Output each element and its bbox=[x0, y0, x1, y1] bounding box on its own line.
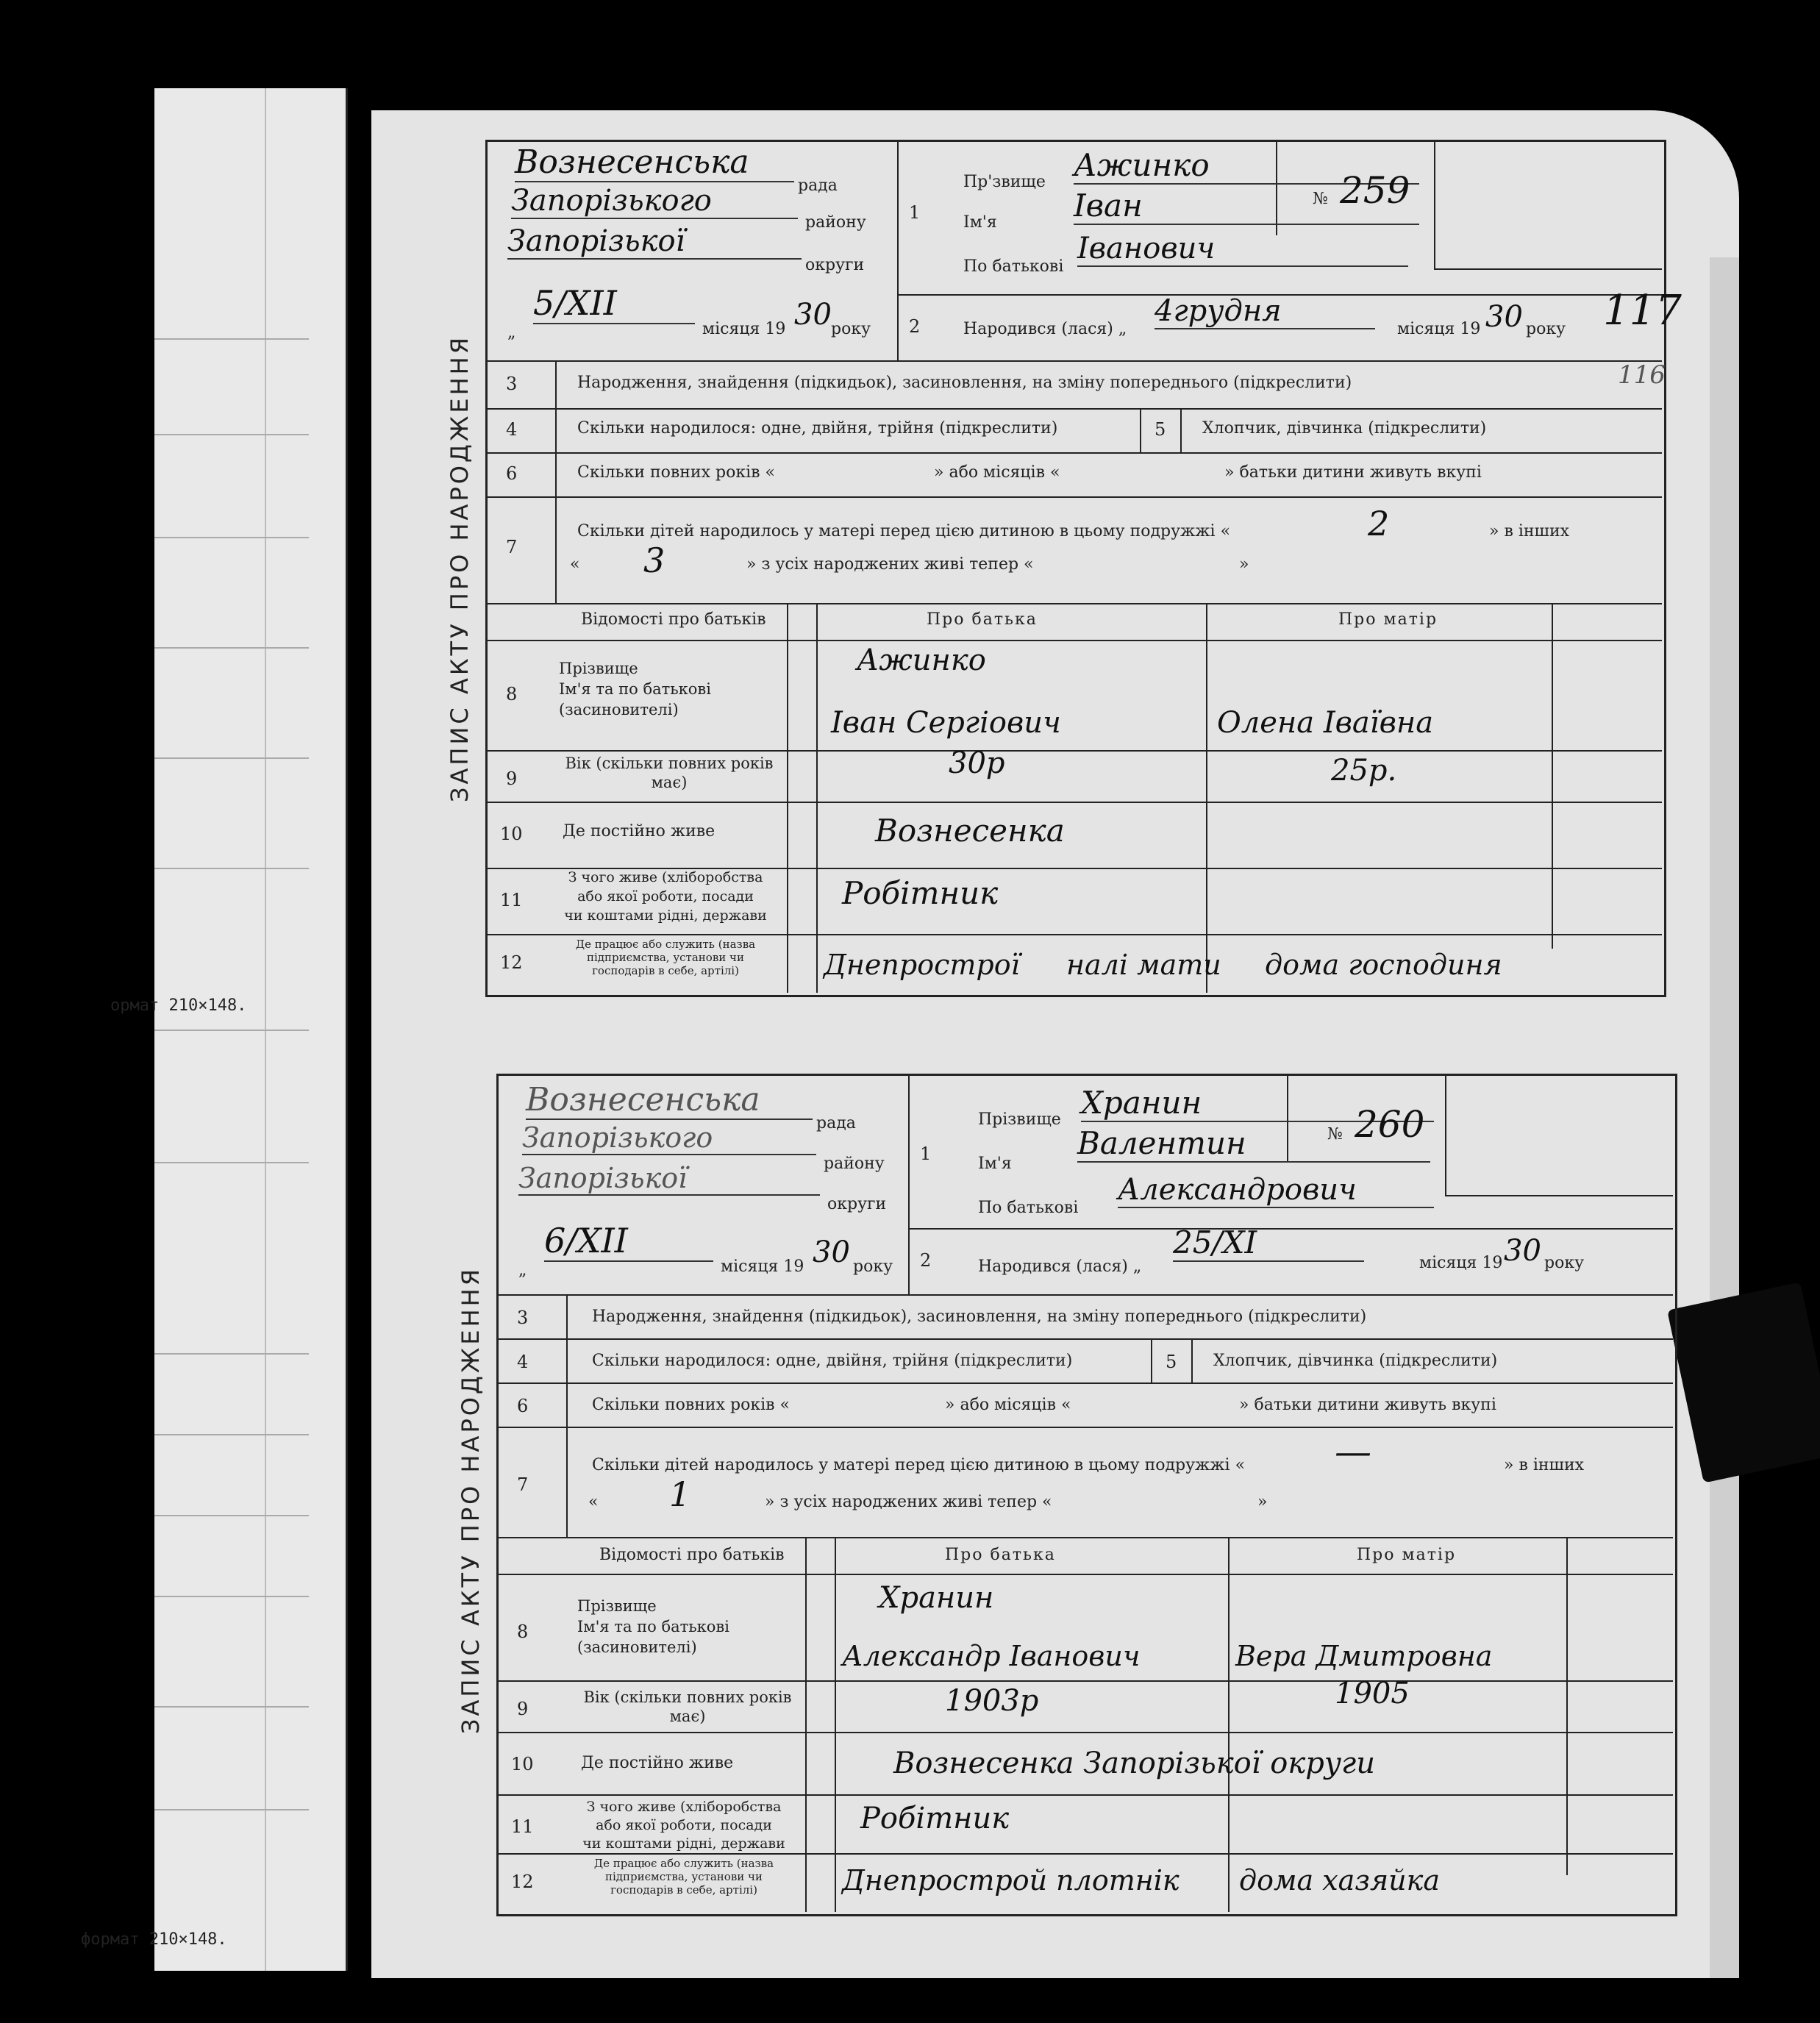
left-rule bbox=[154, 1030, 309, 1031]
grid-line bbox=[496, 1794, 1673, 1796]
grid-line bbox=[1140, 408, 1141, 452]
grid-line bbox=[1445, 1074, 1446, 1195]
grid-line bbox=[1434, 140, 1435, 268]
grid-line bbox=[496, 1427, 1673, 1428]
row7-quote: « bbox=[588, 1493, 599, 1511]
children-other: 3 bbox=[643, 540, 665, 580]
row-number: 6 bbox=[517, 1396, 529, 1416]
name-label: Ім'я bbox=[963, 213, 997, 232]
number-label: № bbox=[1327, 1125, 1343, 1143]
child-patronymic: Александрович bbox=[1118, 1173, 1434, 1208]
mother-name: Вера Дмитровна bbox=[1235, 1640, 1493, 1672]
row-number: 3 bbox=[517, 1307, 529, 1328]
row-number: 11 bbox=[511, 1816, 534, 1837]
father-age: 30р bbox=[949, 746, 1005, 780]
workplace-mother: дома хазяйка bbox=[1239, 1864, 1440, 1897]
grid-line bbox=[485, 934, 1662, 935]
row7-text: Скільки дітей народилось у матері перед цією дитиною в цьому подружжі « bbox=[577, 522, 1231, 540]
grid-line bbox=[805, 1537, 807, 1912]
grid-line bbox=[485, 408, 1662, 410]
council-name: Вознесенська bbox=[526, 1081, 813, 1120]
child-name: Валентин bbox=[1077, 1125, 1430, 1163]
row8-label: Прізвище Ім'я та по батькові (засиновителі) bbox=[559, 660, 711, 718]
month-label: місяця 19 bbox=[721, 1257, 804, 1276]
col-mother-header: Про матір bbox=[1338, 610, 1438, 629]
row-number: 3 bbox=[506, 374, 518, 394]
row10-label: Де постійно живе bbox=[563, 822, 715, 841]
grid-line bbox=[908, 1074, 910, 1294]
row-number: 7 bbox=[517, 1474, 529, 1495]
born-label: Народився (лася) „ bbox=[963, 320, 1127, 338]
okruha-label: округи bbox=[827, 1195, 887, 1213]
grid-line bbox=[485, 750, 1662, 752]
row-number: 9 bbox=[506, 768, 518, 789]
row5-text: Хлопчик, дівчинка (підкреслити) bbox=[1213, 1352, 1498, 1370]
margin-note: 116 bbox=[1618, 360, 1666, 390]
grid-line bbox=[496, 1294, 1673, 1296]
born-year: 30 bbox=[1504, 1234, 1541, 1268]
born-label: Народився (лася) „ bbox=[978, 1257, 1142, 1276]
row8-label: Прізвище Ім'я та по батькові (засиновителі) bbox=[577, 1597, 729, 1656]
row-number: 6 bbox=[506, 463, 518, 484]
left-rule bbox=[154, 757, 309, 759]
grid-line bbox=[496, 1338, 1673, 1340]
mother-age: 1905 bbox=[1335, 1677, 1410, 1710]
row6-months: » або місяців « bbox=[945, 1396, 1071, 1414]
row-number: 5 bbox=[1166, 1352, 1177, 1372]
district-name: Запорізького bbox=[511, 184, 798, 219]
format-label: ормат 210×148. bbox=[110, 996, 247, 1015]
born-year-label: року bbox=[1544, 1254, 1585, 1272]
row-number: 8 bbox=[506, 684, 518, 704]
row7-other: » в інших bbox=[1504, 1456, 1585, 1474]
grid-line bbox=[485, 802, 1662, 803]
record-title: ЗАПИС АКТУ ПРО НАРОДЖЕННЯ bbox=[457, 1266, 485, 1734]
grid-line bbox=[1191, 1338, 1193, 1382]
record-number: 260 bbox=[1355, 1103, 1425, 1146]
grid-line bbox=[1434, 268, 1662, 270]
margin-note: 117 bbox=[1603, 287, 1682, 335]
grid-line bbox=[485, 452, 1662, 454]
record-date: 5/XII bbox=[533, 283, 695, 324]
row-number: 7 bbox=[506, 537, 518, 557]
born-year-label: року bbox=[1526, 320, 1566, 338]
born-date: 25/XI bbox=[1173, 1224, 1364, 1262]
left-rule bbox=[154, 1596, 309, 1597]
workplace-note: налі мати bbox=[1066, 949, 1221, 981]
left-rule bbox=[154, 1434, 309, 1435]
record-number: 259 bbox=[1340, 169, 1410, 212]
workplace-father: Днепрострой плотнік bbox=[842, 1864, 1180, 1897]
grid-line bbox=[897, 140, 899, 360]
row-number: 2 bbox=[909, 316, 921, 337]
father-name: Іван Сергіович bbox=[831, 706, 1061, 740]
col-info-header: Відомості про батьків bbox=[599, 1546, 785, 1564]
row-number: 1 bbox=[920, 1143, 932, 1164]
row12-label: Де працює або служить (назва підприємства, установи чи господарів в себе, артілі) bbox=[593, 1857, 774, 1897]
row-number: 12 bbox=[500, 952, 523, 973]
grid-line bbox=[496, 1853, 1673, 1855]
grid-line bbox=[496, 1537, 1673, 1538]
row-number: 2 bbox=[920, 1250, 932, 1271]
surname-label: Пр'звище bbox=[963, 173, 1046, 191]
left-rule bbox=[154, 868, 309, 869]
residence: Вознесенка Запорізької округи bbox=[893, 1747, 1376, 1780]
grid-line bbox=[1151, 1338, 1152, 1382]
row3-text: Народження, знайдення (підкидьок), засиновлення, на зміну попереднього (підкреслити) bbox=[592, 1307, 1367, 1326]
father-age: 1903р bbox=[945, 1684, 1039, 1718]
grid-line bbox=[496, 1732, 1673, 1733]
left-rule bbox=[154, 338, 309, 340]
quote-mark: „ bbox=[518, 1261, 527, 1280]
row3-text: Народження, знайдення (підкидьок), засиновлення, на зміну попереднього (підкреслити) bbox=[577, 374, 1352, 392]
born-year: 30 bbox=[1485, 300, 1523, 334]
row6-years: Скільки повних років « bbox=[592, 1396, 790, 1414]
row11-label: З чого живе (хліборобства або якої роботи, посади чи коштами рідні, держави bbox=[564, 869, 767, 924]
row-number: 9 bbox=[517, 1699, 529, 1719]
left-rule bbox=[154, 1162, 309, 1163]
grid-line bbox=[485, 603, 1662, 604]
children-in-marriage: — bbox=[1335, 1430, 1371, 1473]
born-date: 4грудня bbox=[1155, 294, 1375, 329]
patronymic-label: По батькові bbox=[963, 257, 1064, 276]
quote-mark: „ bbox=[507, 324, 516, 342]
workplace-father: Днепрострої bbox=[824, 949, 1020, 981]
row9-label: Вік (скільки повних років має) bbox=[565, 754, 774, 791]
children-other: 1 bbox=[669, 1474, 691, 1514]
residence: Вознесенка bbox=[875, 813, 1065, 849]
children-in-marriage: 2 bbox=[1368, 504, 1390, 543]
format-label: формат 210×148. bbox=[81, 1930, 227, 1949]
grid-line bbox=[1180, 408, 1182, 452]
row-number: 8 bbox=[517, 1621, 529, 1642]
row10-label: Де постійно живе bbox=[581, 1754, 734, 1772]
grid-line bbox=[1445, 1195, 1673, 1196]
row7-quote: « bbox=[570, 555, 580, 574]
row-number: 11 bbox=[500, 890, 523, 910]
birth-record bbox=[434, 140, 1684, 1000]
mother-age: 25р. bbox=[1331, 754, 1397, 788]
row7-text: Скільки дітей народилось у матері перед цією дитиною в цьому подружжі « bbox=[592, 1456, 1246, 1474]
okruha-name: Запорізької bbox=[518, 1162, 820, 1196]
child-patronymic: Іванович bbox=[1077, 232, 1408, 267]
row12-label: Де працює або служить (назва підприємства, установи чи господарів в себе, артілі) bbox=[575, 938, 756, 977]
row11-label: З чого живе (хліборобства або якої роботи, посади чи коштами рідні, держави bbox=[582, 1799, 785, 1852]
child-surname: Ажинко bbox=[1074, 147, 1419, 185]
row-number: 10 bbox=[500, 824, 523, 844]
number-label: № bbox=[1313, 190, 1328, 208]
grid-line bbox=[496, 1680, 1673, 1682]
grid-line bbox=[1228, 1537, 1230, 1912]
row5-text: Хлопчик, дівчинка (підкреслити) bbox=[1202, 419, 1487, 438]
grid-line bbox=[485, 640, 1662, 641]
col-father-header: Про батька bbox=[927, 610, 1038, 629]
born-month-label: місяця 19 bbox=[1419, 1254, 1503, 1272]
record-title: ЗАПИС АКТУ ПРО НАРОДЖЕННЯ bbox=[446, 334, 474, 802]
council-name: Вознесенська bbox=[515, 143, 794, 182]
row-number: 1 bbox=[909, 202, 921, 223]
occupation: Робітник bbox=[842, 875, 999, 911]
row6-years: Скільки повних років « bbox=[577, 463, 775, 482]
row-number: 4 bbox=[517, 1352, 529, 1372]
row4-text: Скільки народилося: одне, двійня, трійня (підкреслити) bbox=[592, 1352, 1073, 1370]
grid-line bbox=[566, 1294, 568, 1537]
record-date: 6/XII bbox=[544, 1221, 713, 1262]
row6-months: » або місяців « bbox=[934, 463, 1060, 482]
grid-line bbox=[485, 496, 1662, 498]
row7-other: » в інших bbox=[1489, 522, 1570, 540]
okruha-label: округи bbox=[805, 256, 865, 274]
row-number: 5 bbox=[1155, 419, 1166, 440]
row-number: 10 bbox=[511, 1754, 534, 1774]
year-label: року bbox=[853, 1257, 893, 1276]
council-label: рада bbox=[798, 176, 838, 195]
row6-together: » батьки дитини живуть вкупі bbox=[1239, 1396, 1496, 1414]
record-side-title bbox=[434, 140, 485, 996]
grid-line bbox=[1566, 1537, 1568, 1875]
father-surname: Хранин bbox=[879, 1581, 994, 1615]
left-rule bbox=[154, 1706, 309, 1708]
okruha-name: Запорізької bbox=[507, 224, 802, 260]
patronymic-label: По батькові bbox=[978, 1199, 1079, 1217]
col-mother-header: Про матір bbox=[1357, 1546, 1457, 1564]
district-name: Запорізького bbox=[522, 1121, 816, 1155]
left-rule bbox=[154, 1515, 309, 1516]
row7-alive: » з усіх народжених живі тепер « bbox=[746, 555, 1034, 574]
page-edge bbox=[1710, 257, 1739, 1978]
grid-line bbox=[496, 1382, 1673, 1384]
child-surname: Хранин bbox=[1081, 1085, 1434, 1122]
mother-name: Олена Іваївна bbox=[1217, 706, 1434, 740]
child-name: Іван bbox=[1074, 188, 1419, 225]
left-rule bbox=[154, 1809, 309, 1810]
district-label: району bbox=[824, 1155, 885, 1173]
year-label: року bbox=[831, 320, 871, 338]
district-label: району bbox=[805, 213, 866, 232]
left-page bbox=[154, 88, 348, 1971]
col-father-header: Про батька bbox=[945, 1546, 1056, 1564]
left-rule bbox=[154, 537, 309, 538]
father-name: Александр Іванович bbox=[842, 1640, 1141, 1672]
row7-alive: » з усіх народжених живі тепер « bbox=[765, 1493, 1052, 1511]
grid-line bbox=[555, 360, 557, 603]
grid-line bbox=[835, 1537, 836, 1912]
born-month-label: місяця 19 bbox=[1397, 320, 1481, 338]
left-rule bbox=[154, 434, 309, 435]
record-year: 30 bbox=[813, 1235, 850, 1269]
row6-together: » батьки дитини живуть вкупі bbox=[1224, 463, 1482, 482]
row-number: 12 bbox=[511, 1872, 534, 1892]
occupation: Робітник bbox=[860, 1802, 1010, 1835]
row7-end: » bbox=[1239, 555, 1249, 574]
grid-line bbox=[496, 1574, 1673, 1575]
left-rule bbox=[154, 1353, 309, 1355]
row-number: 4 bbox=[506, 419, 518, 440]
council-label: рада bbox=[816, 1114, 856, 1132]
record-year: 30 bbox=[794, 298, 832, 332]
left-rule bbox=[154, 647, 309, 649]
row7-end: » bbox=[1257, 1493, 1268, 1511]
workplace-mother: дома господиня bbox=[1265, 949, 1502, 981]
father-surname: Ажинко bbox=[857, 643, 986, 677]
grid-line bbox=[485, 360, 1662, 362]
col-info-header: Відомості про батьків bbox=[581, 610, 766, 629]
surname-label: Прізвище bbox=[978, 1110, 1061, 1129]
month-label: місяця 19 bbox=[702, 320, 786, 338]
row4-text: Скільки народилося: одне, двійня, трійня (підкреслити) bbox=[577, 419, 1058, 438]
name-label: Ім'я bbox=[978, 1155, 1012, 1173]
grid-line bbox=[485, 140, 487, 993]
row9-label: Вік (скільки повних років має) bbox=[583, 1688, 792, 1725]
birth-record bbox=[445, 1074, 1695, 1919]
record-side-title bbox=[445, 1074, 496, 1927]
grid-line bbox=[1552, 603, 1553, 949]
